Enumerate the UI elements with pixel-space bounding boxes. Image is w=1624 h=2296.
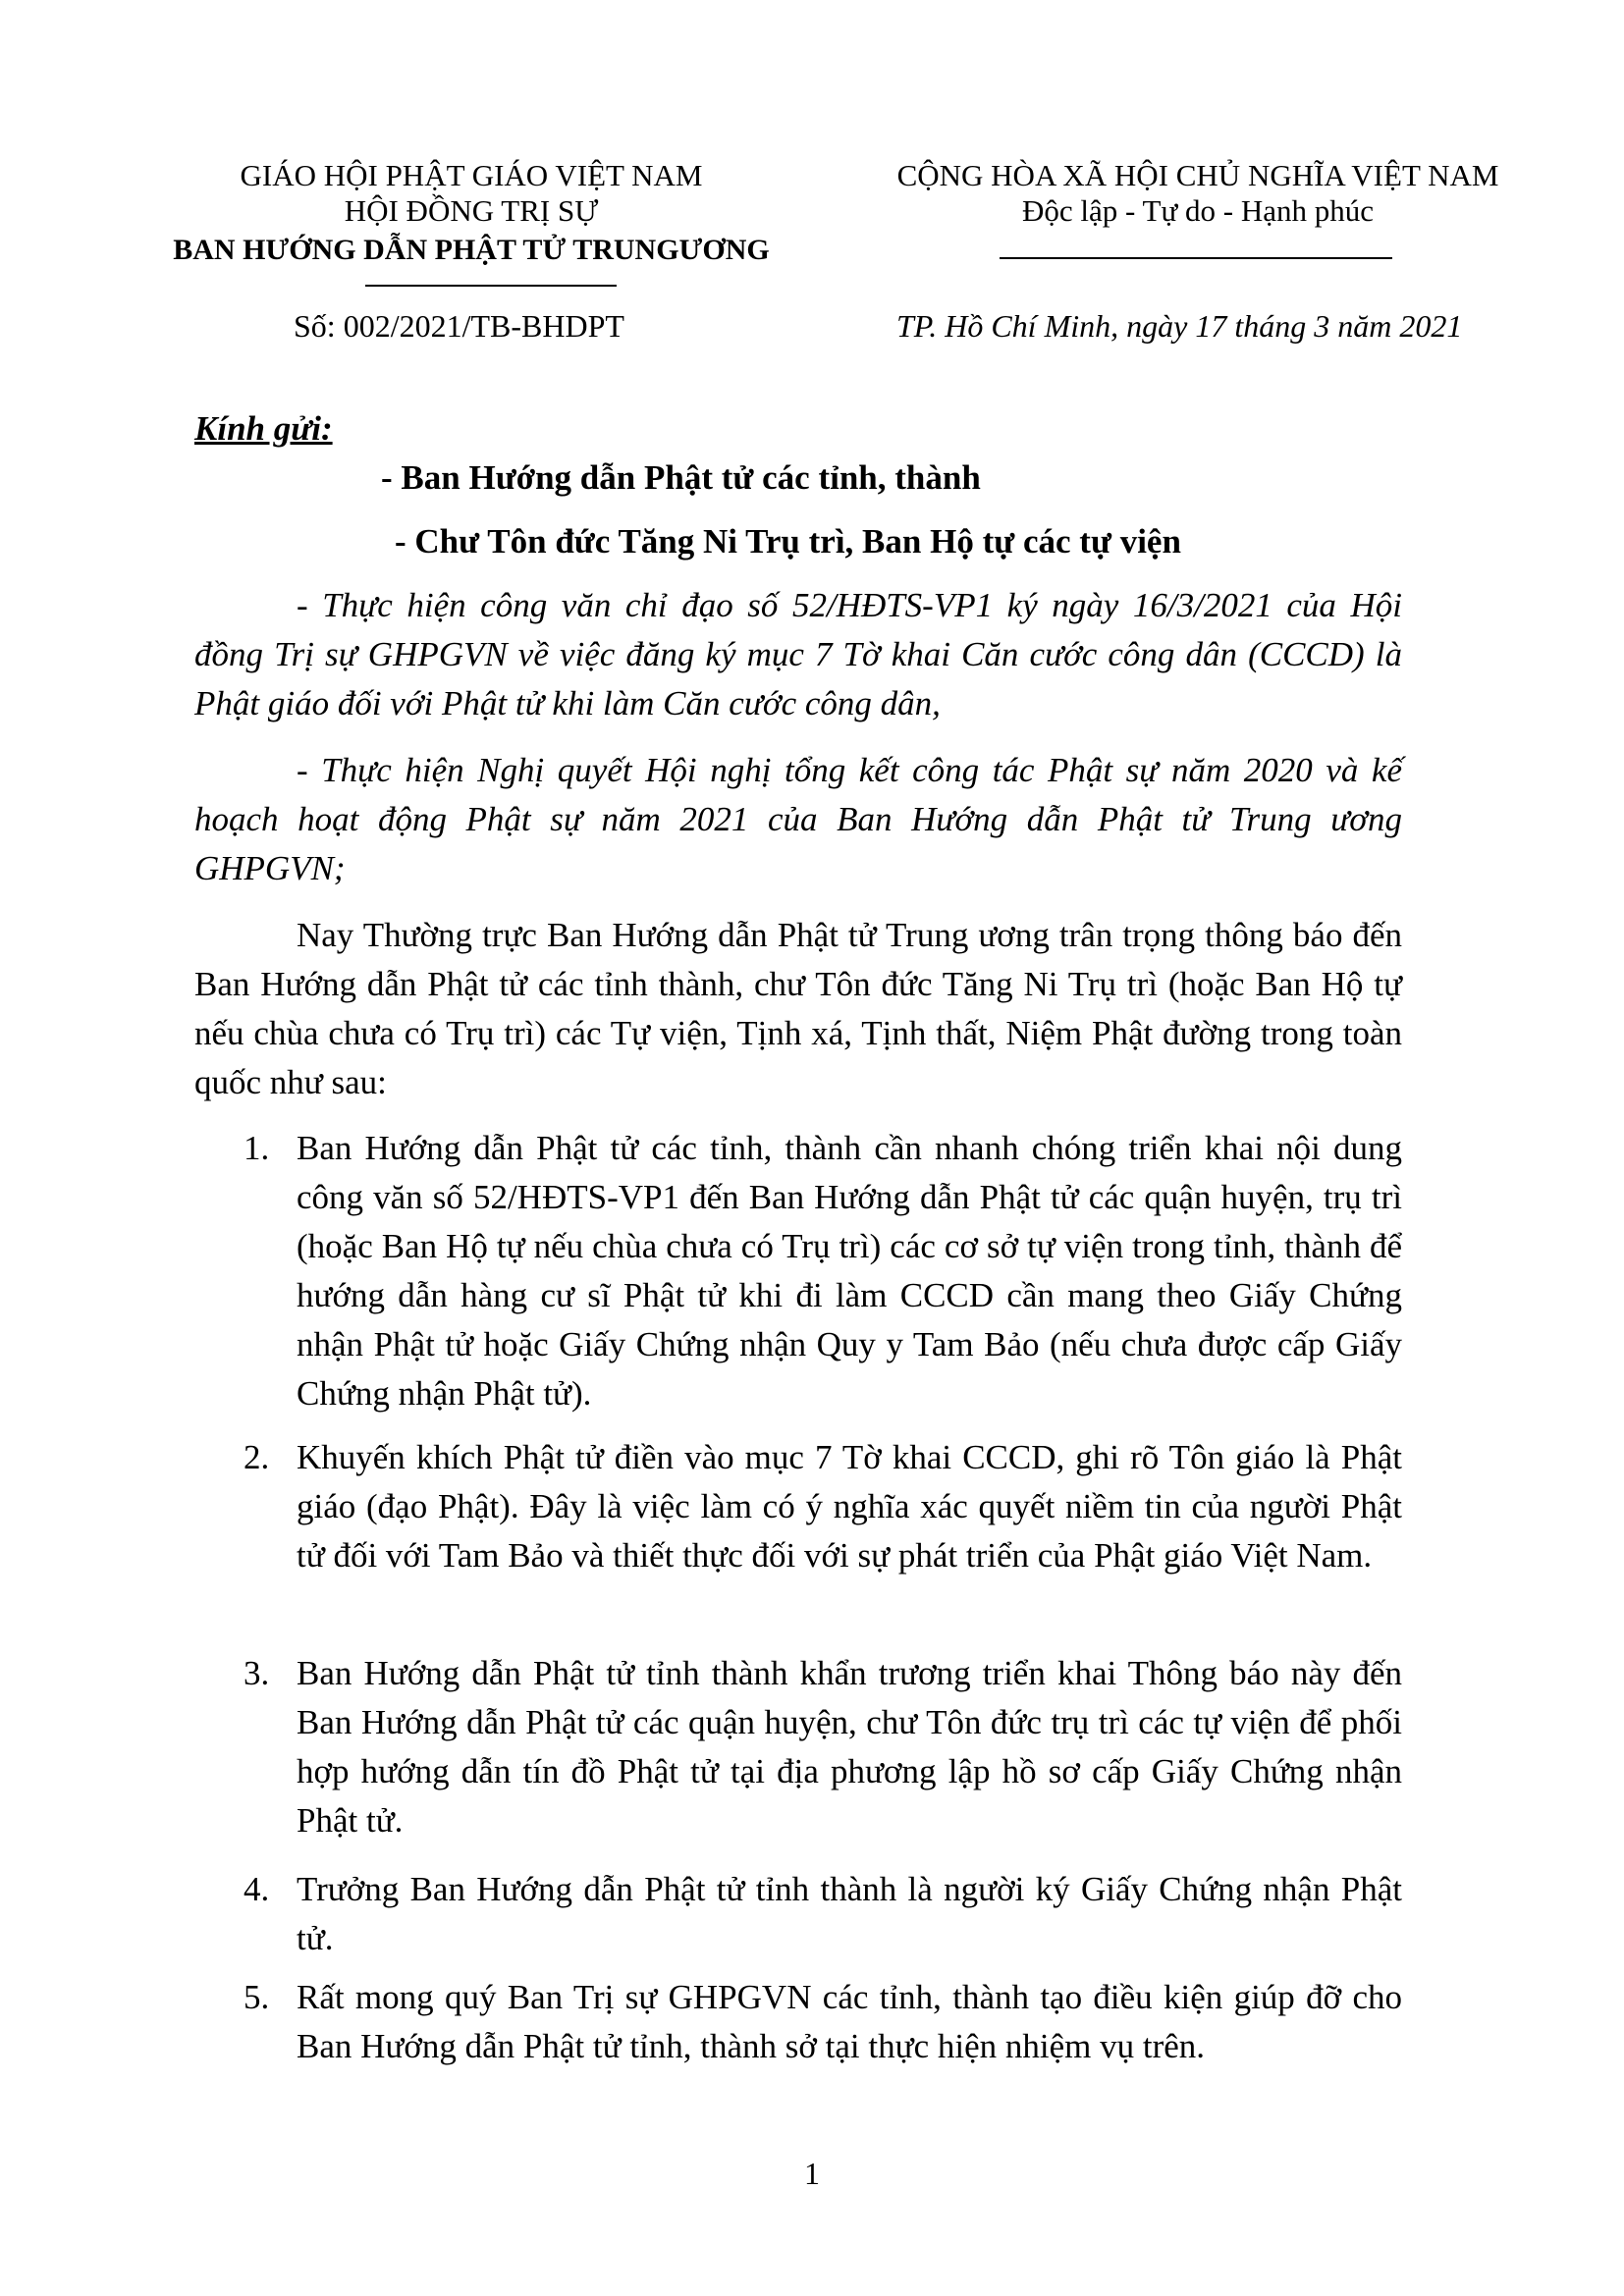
list-item-4 (244, 1865, 1402, 1963)
header-left-rule (365, 285, 617, 287)
header-right-rule (1000, 257, 1392, 259)
list-item-number: 3. (244, 1654, 270, 1692)
basis-paragraph-1: - Thực hiện công văn chỉ đạo số 52/HĐTS-VP1 ký ngày 16/3/2021 của Hội đồng Trị sự GHPGVN về việc đăng ký mục 7 Tờ khai Căn cước công dân (CCCD) là Phật giáo đối với Phật tử khi làm Căn cước công dân, (194, 586, 1402, 722)
recipients-label: Kính gửi: (194, 409, 333, 448)
list-item-number: 4. (244, 1870, 270, 1908)
header-left-line3: BAN HƯỚNG DẪN PHẬT TỬ TRUNGƯƠNG (173, 234, 770, 266)
list-item-number: 2. (244, 1438, 270, 1476)
list-item-3 (244, 1649, 1402, 1845)
page-number: 1 (804, 2156, 820, 2191)
list-item-number: 5. (244, 1978, 270, 2016)
list-item-number: 1. (244, 1129, 270, 1167)
intro-paragraph: Nay Thường trực Ban Hướng dẫn Phật tử Trung ương trân trọng thông báo đến Ban Hướng dẫn Phật tử các tỉnh thành, chư Tôn đức Tăng Ni Trụ trì (hoặc Ban Hộ tự nếu chùa chưa có Trụ trì) các Tự viện, Tịnh xá, Tịnh thất, Niệm Phật đường trong toàn quốc như sau: (194, 916, 1402, 1101)
list-item-text: Khuyến khích Phật tử điền vào mục 7 Tờ khai CCCD, ghi rõ Tôn giáo là Phật giáo (đạo Phật). Đây là việc làm có ý nghĩa xác quyết niềm tin của người Phật tử đối với Tam Bảo và thiết thực đối với sự phát triển của Phật giáo Việt Nam. (297, 1438, 1402, 1575)
list-item-5 (244, 1973, 1402, 2071)
header-left-line2: HỘI ĐỒNG TRỊ SỰ (344, 193, 599, 228)
header-left-line1: GIÁO HỘI PHẬT GIÁO VIỆT NAM (240, 158, 703, 192)
document-number: Số: 002/2021/TB-BHDPT (294, 308, 624, 344)
place-and-date: TP. Hồ Chí Minh, ngày 17 tháng 3 năm 2021 (896, 308, 1463, 344)
list-item-text: Ban Hướng dẫn Phật tử các tỉnh, thành cần nhanh chóng triển khai nội dung công văn số 52/HĐTS-VP1 đến Ban Hướng dẫn Phật tử các quận huyện, trụ trì (hoặc Ban Hộ tự nếu chùa chưa có Trụ trì) các cơ sở tự viện trong tỉnh, thành để hướng dẫn hàng cư sĩ Phật tử khi đi làm CCCD cần mang theo Giấy Chứng nhận Phật tử hoặc Giấy Chứng nhận Quy y Tam Bảo (nếu chưa được cấp Giấy Chứng nhận Phật tử). (297, 1129, 1402, 1413)
header-right-line2: Độc lập - Tự do - Hạnh phúc (1022, 193, 1374, 228)
list-item-1 (244, 1124, 1402, 1418)
list-item-text: Ban Hướng dẫn Phật tử tỉnh thành khẩn trương triển khai Thông báo này đến Ban Hướng dẫn Phật tử các quận huyện, chư Tôn đức trụ trì các tự viện để phối hợp hướng dẫn tín đồ Phật tử tại địa phương lập hồ sơ cấp Giấy Chứng nhận Phật tử. (297, 1654, 1402, 1840)
list-item-text: Rất mong quý Ban Trị sự GHPGVN các tỉnh, thành tạo điều kiện giúp đỡ cho Ban Hướng dẫn Phật tử tỉnh, thành sở tại thực hiện nhiệm vụ trên. (297, 1978, 1402, 2065)
header-right-line1: CỘNG HÒA XÃ HỘI CHỦ NGHĨA VIỆT NAM (896, 158, 1499, 192)
recipient-item: - Chư Tôn đức Tăng Ni Trụ trì, Ban Hộ tự các tự viện (395, 522, 1181, 561)
basis-paragraph-2: - Thực hiện Nghị quyết Hội nghị tổng kết công tác Phật sự năm 2020 và kế hoạch hoạt động Phật sự năm 2021 của Ban Hướng dẫn Phật tử Trung ương GHPGVN; (194, 751, 1402, 887)
recipient-item: - Ban Hướng dẫn Phật tử các tỉnh, thành (381, 458, 981, 497)
list-item-2 (244, 1433, 1402, 1580)
list-item-text: Trưởng Ban Hướng dẫn Phật tử tỉnh thành là người ký Giấy Chứng nhận Phật tử. (297, 1870, 1402, 1957)
